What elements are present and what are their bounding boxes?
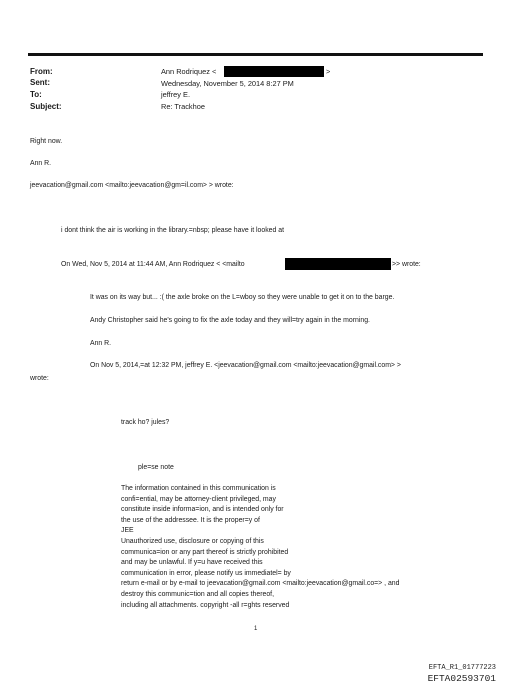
sent-label: Sent: — [30, 78, 50, 87]
sent-value: Wednesday, November 5, 2014 8:27 PM — [161, 79, 294, 88]
quoted-message: It was on its way but... :( the axle broke on the L=wboy so they were unable to get it on to the barge. — [90, 294, 395, 301]
quoted-header: jeevacation@gmail.com <mailto:jeevacation@gm=il.com> > wrote: — [30, 182, 234, 189]
page-number: 1 — [254, 626, 258, 632]
disclaimer-line: constitute inside informa=ion, and is intended only for — [121, 506, 284, 514]
disclaimer-line: and may be unlawful. If y=u have received this — [121, 559, 263, 567]
disclaimer-line: the use of the addressee. It is the proper=y of — [121, 516, 260, 524]
disclaimer-line: The information contained in this communication is — [121, 485, 276, 492]
quoted-message: track ho? jules? — [121, 419, 170, 426]
quoted-message: Andy Christopher said he's going to fix the axle today and they will=try again in the morning. — [90, 317, 370, 324]
from-label: From: — [30, 67, 53, 76]
disclaimer-line: Unauthorized use, disclosure or copying of this — [121, 538, 264, 545]
redaction-bar — [285, 258, 391, 270]
subject-value: Re: Trackhoe — [161, 102, 205, 111]
disclaimer-line: communication in error, please notify us immediatel= by — [121, 569, 291, 577]
header-rule — [28, 53, 483, 56]
from-name: Ann Rodriquez < — [161, 67, 217, 76]
disclaimer-line: JEE — [121, 527, 134, 535]
quoted-header-end: >> wrote: — [392, 261, 421, 268]
quoted-header-wrap: wrote: — [30, 375, 49, 382]
from-value — [161, 67, 216, 76]
quoted-header: On Nov 5, 2014,=at 12:32 PM, jeffrey E. <jeevacation@gmail.com <mailto:jeevacation@gmail.com> > — [90, 362, 401, 369]
disclaimer-line: return e-mail or by e-mail to jeevacation@gmail.com <mailto:jeevacation@gmail.co=> , and — [121, 580, 400, 588]
quoted-header-start: On Wed, Nov 5, 2014 at 11:44 AM, Ann Rodriquez < <mailto — [61, 261, 245, 268]
bates-stamp: EFTA02593701 — [427, 673, 496, 684]
disclaimer-line: destroy this communic=tion and all copies thereof, — [121, 591, 275, 598]
bates-stamp: EFTA_R1_01777223 — [428, 664, 496, 672]
quoted-header — [61, 261, 245, 268]
quoted-message: ple=se note — [138, 464, 174, 471]
subject-label: Subject: — [30, 102, 62, 111]
body-signature: Ann R. — [30, 160, 52, 167]
to-value: jeffrey E. — [161, 90, 191, 99]
quoted-message: i dont think the air is working in the library.=nbsp; please have it looked at — [61, 227, 284, 234]
to-label: To: — [30, 90, 42, 99]
disclaimer-line: communica=ion or any part thereof is strictly prohibited — [121, 548, 289, 556]
disclaimer-line: confi=ential, may be attorney-client privileged, may — [121, 495, 276, 503]
redaction-bar — [224, 66, 324, 77]
disclaimer-line: including all attachments. copyright -all r=ghts reserved — [121, 601, 290, 609]
from-close: > — [326, 67, 331, 76]
quoted-signature: Ann R. — [90, 340, 112, 347]
body-line: Right now. — [30, 138, 63, 145]
